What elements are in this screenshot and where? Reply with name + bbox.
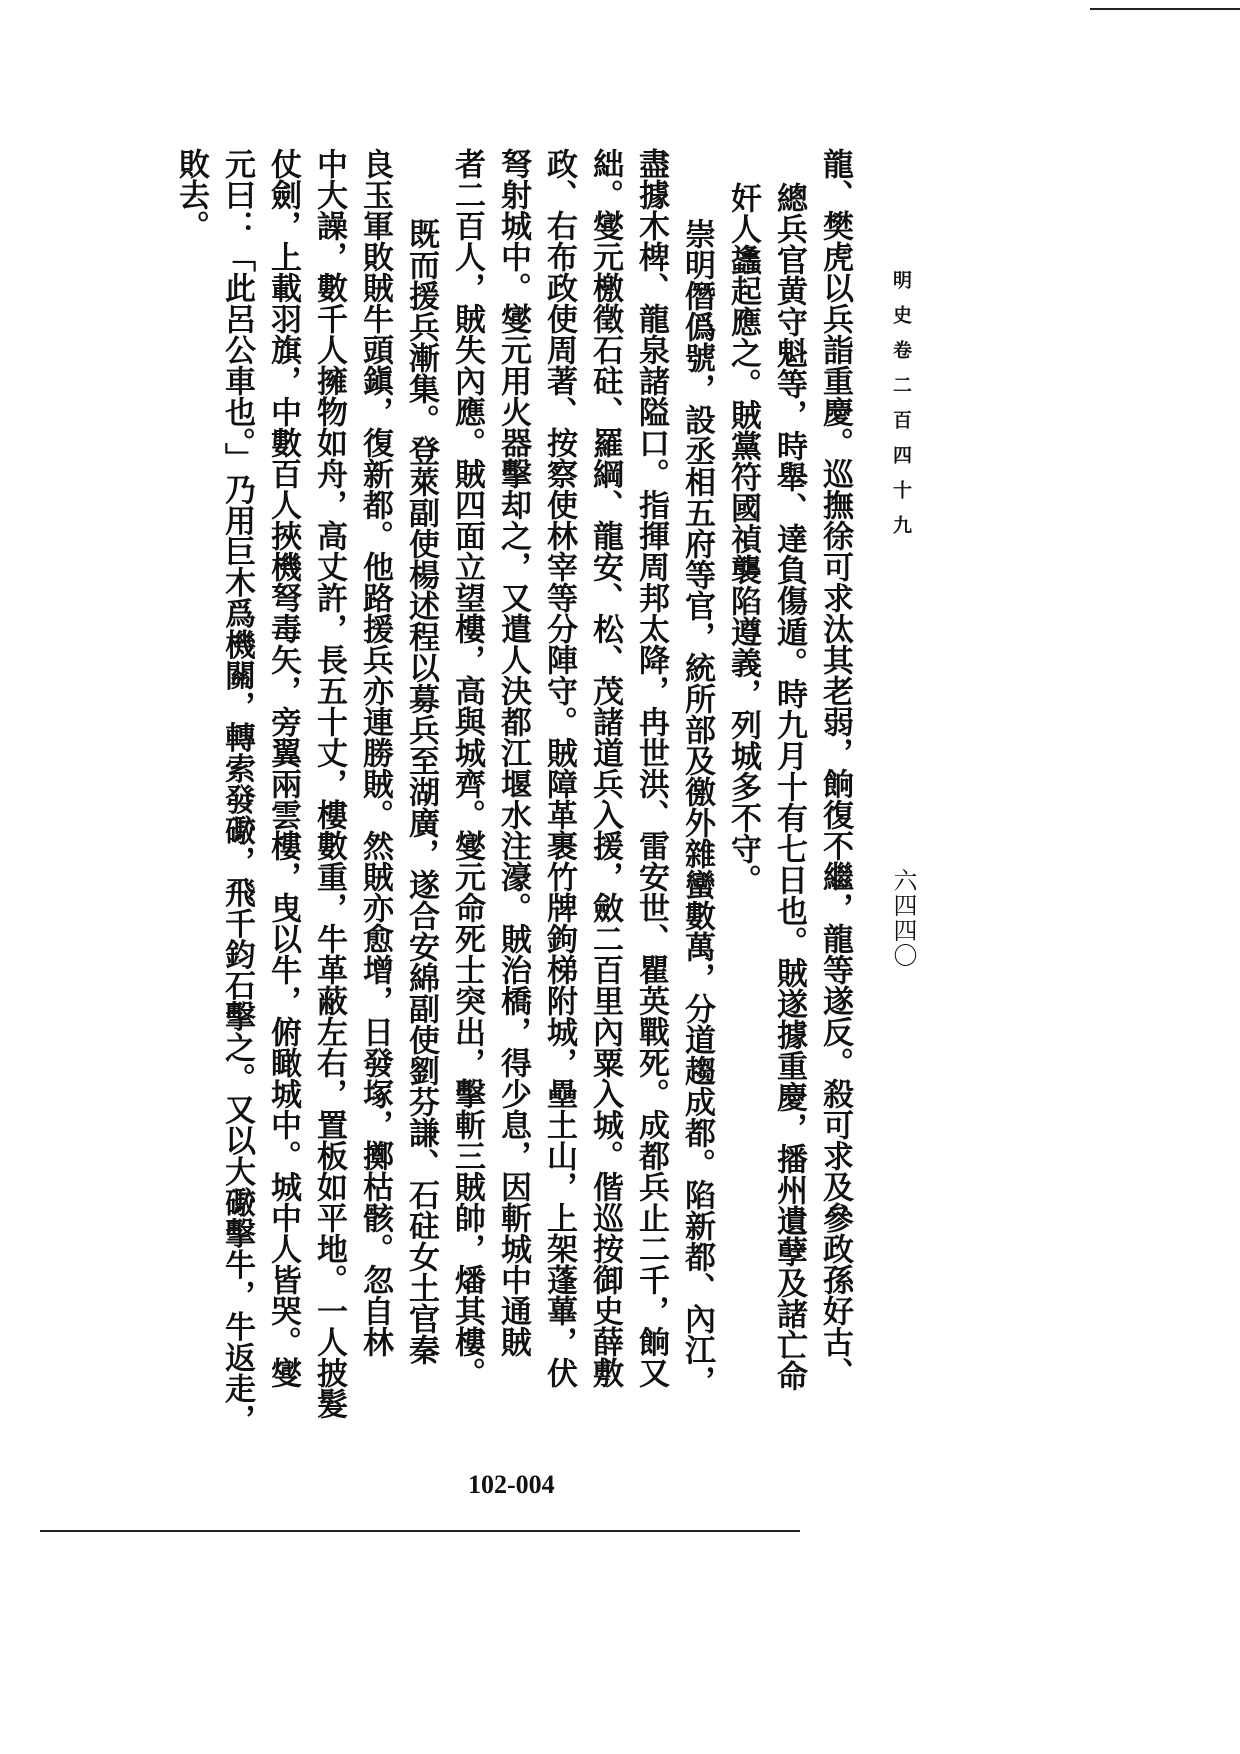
text-column-10: 既而援兵漸集。登萊副使楊述程以募兵至湖廣，遂合安綿副使劉芬謙、石砫女土官秦 [403, 218, 439, 1365]
text-column-4: 崇明僭僞號，設丞相五府等官，統所部及徼外雜蠻數萬，分道趨成都。陷新都、內江， [679, 218, 715, 1396]
bottom-scan-line [40, 1530, 800, 1532]
text-column-5: 盡據木椑、龍泉諸隘口。指揮周邦太降，冉世洪、雷安世、瞿英戰死。成都兵止二千，餉又 [633, 148, 669, 1388]
page-number: 六四四〇 [889, 868, 917, 968]
text-column-3: 奸人蠭起應之。賊黨符國禎襲陷遵義，列城多不守。 [725, 182, 761, 895]
text-column-11: 良玉軍敗賊牛頭鎭，復新都。他路援兵亦連勝賊。然賊亦愈增，日發塚，擲枯骸。忽自林 [357, 148, 393, 1357]
text-column-6: 絀。燮元檄徵石砫、羅綱、龍安、松、茂諸道兵入援，斂二百里內粟入城。偕巡按御史薛敷 [587, 148, 623, 1388]
text-column-8: 弩射城中。燮元用火器擊却之，又遣人決都江堰水注濠。賊治橋，得少息，因斬城中通賊 [495, 148, 531, 1357]
top-scan-line [1090, 8, 1240, 10]
text-column-7: 政、右布政使周著、按察使林宰等分陣守。賊障革裹竹牌鉤梯附城，壘土山，上架蓬蓽，伏 [541, 148, 577, 1388]
text-column-14: 元曰：「此呂公車也。」乃用巨木爲機關，轉索發礮，飛千鈞石擊之。又以大礮擊牛，牛返走， [219, 148, 255, 1435]
text-column-12: 中大譟，數千人擁物如舟，高丈許，長五十丈，樓數重，牛革蔽左右，置板如平地。一人披髮 [311, 148, 347, 1419]
text-column-15: 敗去。 [173, 148, 209, 241]
text-column-13: 仗劍，上載羽旗，中數百人挾機弩毒矢，旁翼兩雲樓，曳以牛，俯瞰城中。城中人皆哭。燮 [265, 148, 301, 1388]
text-column-9: 者二百人，賊失內應。賊四面立望樓，高與城齊。燮元命死士突出，擊斬三賊帥，燔其樓。 [449, 148, 485, 1388]
footer-code: 102-004 [468, 1470, 555, 1499]
running-header-title: 明史卷二百四十九 [890, 270, 912, 550]
text-column-1: 龍、樊虎以兵詣重慶。巡撫徐可求汰其老弱，餉復不繼，龍等遂反。殺可求及參政孫好古、 [817, 148, 853, 1388]
text-column-2: 總兵官黄守魁等，時舉、達負傷遁。時九月十有七日也。賊遂據重慶，播州遺孽及諸亡命 [771, 182, 807, 1391]
